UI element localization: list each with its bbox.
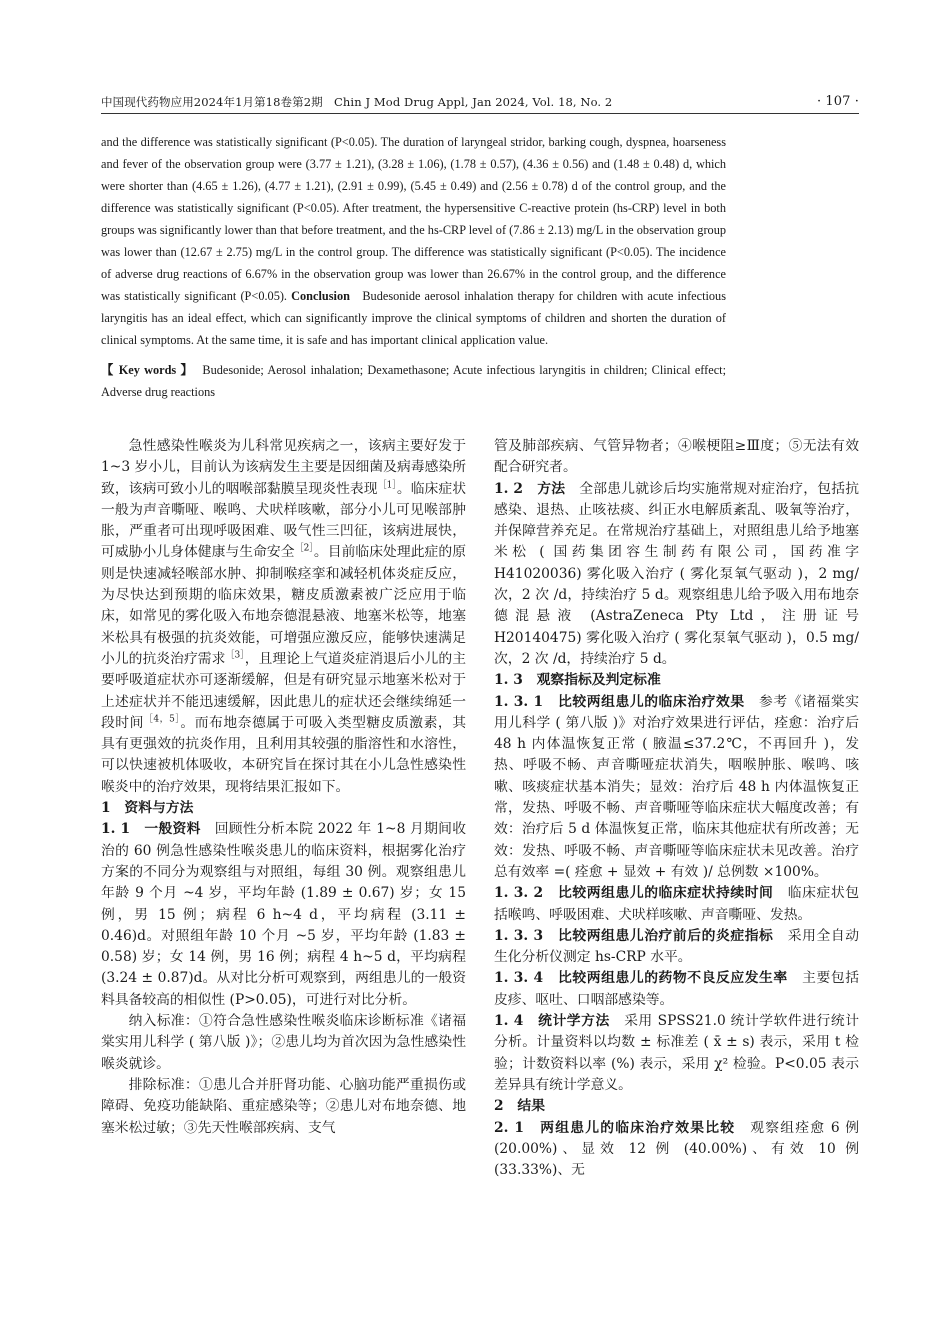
section-heading: 1 资料与方法 <box>101 800 194 817</box>
inflammation-index-paragraph <box>494 926 859 969</box>
conclusion-label: Conclusion <box>291 289 350 303</box>
citation-ref: ［1］ <box>377 480 397 490</box>
symptom-duration-paragraph <box>494 883 859 926</box>
subsection-label: 2. 1 两组患儿的临床治疗效果比较 <box>494 1119 736 1136</box>
statistics-paragraph <box>494 1011 859 1096</box>
journal-name-en: Chin J Mod Drug Appl, Jan 2024, Vol. 18, No. 2 <box>334 95 613 109</box>
subsection-label: 1. 3. 4 比较两组患儿的药物不良反应发生率 <box>494 970 788 987</box>
journal-citation <box>101 93 612 111</box>
subsection-label: 1. 2 方法 <box>494 480 566 497</box>
subsection-text: 回顾性分析本院 2022 年 1~8 月期间收治的 60 例急性感染性喉炎患儿的临床资料，根据雾化治疗方案的不同分为观察组与对照组，每组 30 例。观察组患儿年龄 9 个月 ~4 岁，平均年龄 (1.89 ± 0.67) 岁；女 15 例，男 15 例；病程 6 h~4 d，平均病程 (3.11 ± 0.46)d。对照组年龄 10 个月 ~5 岁，平均年龄 (1.83 ± 0.58) 岁；女 14 例，男 16 例；病程 4 h~5 d，平均病程 (3.24 ± 0.87)d。从对比分析可观察到，两组患儿的一般资料具备较高的相似性 (P>0.05)，可进行对比分析。 <box>101 821 466 1008</box>
journal-name-cn: 中国现代药物应用2024年1月第18卷第2期 <box>101 95 323 109</box>
english-abstract <box>101 131 726 403</box>
exclusion-criteria: 排除标准：①患儿合并肝肾功能、心脑功能严重损伤或障碍、免疫功能缺陷、重症感染等；②患儿对布地奈德、地塞米松过敏；③先天性喉部疾病、支气 <box>101 1076 466 1136</box>
general-data-paragraph <box>101 819 466 1011</box>
methods-paragraph <box>494 479 859 671</box>
citation-ref: ［3］ <box>225 650 245 661</box>
intro-text-2: 。临床症状一般为声音嘶哑、喉鸣、犬吠样咳嗽，部分小儿可见喉部肿胀，严重者可出现呼吸困难、吸气性三凹征，该病进展快，可威胁小儿身体健康与生命安全 <box>101 480 466 561</box>
subsection-text: 主要包括皮疹、呕吐、口咽部感染等。 <box>494 970 860 1008</box>
keywords-label: 【 Key words 】 <box>101 363 194 377</box>
subsection-label: 1. 3. 2 比较两组患儿的临床症状持续时间 <box>494 885 774 902</box>
keywords-text: Budesonide; Aerosol inhalation; Dexamethasone; Acute infectious laryngitis in children; Clinical effect; Adverse drug reactions <box>101 363 726 399</box>
subsection-label: 1. 1 一般资料 <box>101 821 201 838</box>
keywords <box>101 359 726 403</box>
section-heading: 2 结果 <box>494 1098 545 1115</box>
inclusion-criteria: 纳入标准：①符合急性感染性喉炎临床诊断标准《诸福棠实用儿科学 ( 第八版 )》；②患儿均为首次因为急性感染性喉炎就诊。 <box>101 1013 466 1072</box>
efficacy-criteria-paragraph <box>494 692 859 884</box>
subsection-text: 全部患儿就诊后均实施常规对症治疗，包括抗感染、退热、止咳祛痰、纠正水电解质紊乱、吸氧等治疗，并保障营养充足。在常规治疗基础上，对照组患儿给予地塞米松 ( 国药集团容生制药有限公司，国药准字 H41020036) 雾化吸入治疗 ( 雾化泵氧气驱动 )，2 mg/ 次，2 次 /d，持续治疗 5 d。观察组患儿给予吸入用布地奈德混悬液 (AstraZeneca Pty Ltd，注册证号 H20140475) 雾化吸入治疗 ( 雾化泵氧气驱动 )，0.5 mg/ 次，2 次 /d，持续治疗 5 d。 <box>494 480 860 667</box>
subsection-text: 临床症状包括喉鸣、呼吸困难、犬吠样咳嗽、声音嘶哑、发热。 <box>494 885 860 923</box>
subsection-text: 采用 SPSS21.0 统计学软件进行统计分析。计量资料以均数 ± 标准差 ( x̄ ± s) 表示，采用 t 检验；计数资料以率 (%) 表示，采用 χ² 检验。P<0.05 表示差异具有统计学意义。 <box>494 1013 859 1093</box>
introduction-paragraph <box>101 436 466 798</box>
conclusion-text: Budesonide aerosol inhalation therapy for children with acute infectious laryngitis has an ideal effect, which can significantly improve the clinical symptoms of children and shorten the duration of clinical symptoms. At the same time, it is safe and has important clinical application value. <box>101 289 726 347</box>
running-header <box>101 93 859 114</box>
page-number: · 107 · <box>816 94 859 109</box>
subsection-heading: 1. 3 观察指标及判定标准 <box>494 672 661 689</box>
subsection-text: 采用全自动生化分析仪测定 hs-CRP 水平。 <box>494 927 860 966</box>
citation-ref: ［4，5］ <box>143 714 181 725</box>
abstract-results-conclusion <box>101 131 726 351</box>
subsection-text: 参考《诸福棠实用儿科学 ( 第八版 )》对治疗效果进行评估，痊愈：治疗后 48 h 内体温恢复正常 ( 腋温≤37.2℃，不再回升 )，发热、呼吸不畅、声音嘶哑症状消失，咽喉肿胀、喉鸣、咳嗽、咳痰症状基本消失；显效：治疗后 48 h 内体温恢复正常，发热、呼吸不畅、声音嘶哑等临床症状大幅度改善；有效：治疗后 5 d 体温恢复正常，临床其他症状有所改善；无效：发热、呼吸不畅、声音嘶哑等临床症状未见改善。治疗总有效率 =( 痊愈 + 显效 + 有效 )/ 总例数 ×100%。 <box>494 693 860 880</box>
intro-text-4: ，且理论上气道炎症消退后小儿的主要呼吸道症状亦可逐渐缓解，但是有研究显示地塞米松对于上述症状并不能迅速缓解，因此患儿的症状还会继续绵延一段时间 <box>101 650 466 731</box>
exclusion-criteria-continued: 管及肺部疾病、气管异物者；④喉梗阻≥Ⅲ度；⑤无法有效配合研究者。 <box>494 438 859 476</box>
abstract-results: and the difference was statistically significant (P<0.05). The duration of laryngeal stridor, barking cough, dyspnea, hoarseness and fever of the observation group were (3.77 ± 1.21), (3.28 ± 1.06), (1.78 ± 0.57), (4.36 ± 0.56) and (1.48 ± 0.48) d, which were shorter than (4.65 ± 1.26), (4.77 ± 1.21), (2.91 ± 0.99), (5.45 ± 0.49) and (2.56 ± 0.78) d of the control group, and the difference was statistically significant (P<0.05). After treatment, the hypersensitive C-reactive protein (hs-CRP) level in both groups was significantly lower than that before treatment, and the hs-CRP level of (7.86 ± 2.13) mg/L in the observation group was lower than (12.67 ± 2.75) mg/L in the control group. The difference was statistically significant (P<0.05). The incidence of adverse drug reactions of 6.67% in the observation group was lower than 26.67% in the control group, and the difference was statistically significant (P<0.05). <box>101 135 726 303</box>
subsection-label: 1. 3. 3 比较两组患儿治疗前后的炎症指标 <box>494 927 774 944</box>
subsection-label: 1. 3. 1 比较两组患儿的临床治疗效果 <box>494 693 745 710</box>
results-paragraph <box>494 1118 859 1182</box>
citation-ref: ［2］ <box>294 543 314 554</box>
intro-text-1: 急性感染性喉炎为儿科常见疾病之一，该病主要好发于 1~3 岁小儿，目前认为该病发生主要是因细菌及病毒感染所致，该病可致小儿的咽喉部黏膜呈现炎性表现 <box>101 438 466 497</box>
adverse-reaction-paragraph <box>494 968 859 1011</box>
intro-text-3: 。目前临床处理此症的原则是快速减轻喉部水肿、抑制喉痉挛和减轻机体炎症反应，为尽快达到预期的临床效果，糖皮质激素被广泛应用于临床，如常见的雾化吸入布地奈德混悬液、地塞米松等，地塞米松具有极强的抗炎效能，可增强应激反应，能够快速满足小儿的抗炎治疗需求 <box>101 544 466 667</box>
body-column-right <box>494 436 859 1181</box>
body-column-left <box>101 436 466 1139</box>
intro-text-5: 。而布地奈德属于可吸入类型糖皮质激素，其具有更强效的抗炎作用，且利用其较强的脂溶性和水溶性，可以快速被机体吸收，本研究旨在探讨其在小儿急性感染性喉炎中的治疗效果，现将结果汇报如下。 <box>101 714 467 795</box>
subsection-text: 观察组痊愈 6 例 (20.00%)、显效 12 例 (40.00%)、有效 10 例 (33.33%)、无 <box>494 1119 859 1179</box>
subsection-label: 1. 4 统计学方法 <box>494 1013 610 1030</box>
